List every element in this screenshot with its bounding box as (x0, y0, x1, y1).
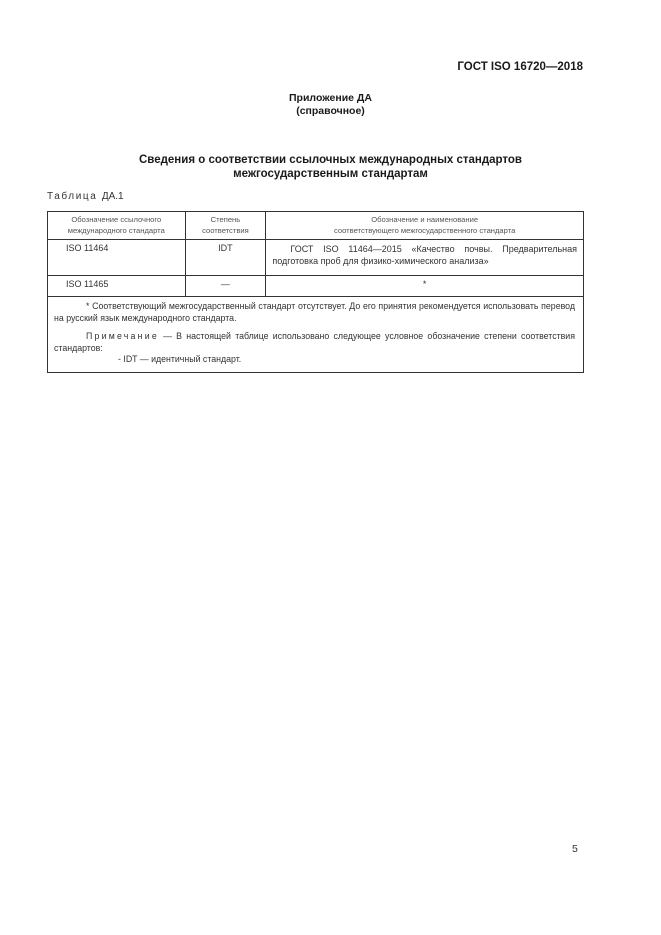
cell-degree: — (185, 276, 266, 297)
cell-reference: ISO 11465 (48, 276, 186, 297)
table-footnotes (48, 297, 584, 373)
correspondence-table (47, 211, 584, 373)
note-paragraph (54, 331, 575, 366)
annex-subtitle: (справочное) (296, 105, 365, 117)
document-code: ГОСТ ISO 16720—2018 (457, 61, 583, 73)
note-label: Примечание (86, 331, 159, 341)
column-header-line: Обозначение ссылочного (71, 215, 162, 224)
cell-degree: IDT (185, 240, 266, 276)
column-header-line: соответствия (202, 225, 249, 235)
note-text: — В настоящей таблице использовано следующее условное обозначение степени соответствия стандартов: (54, 331, 575, 353)
section-title-line2: межгосударственным стандартам (233, 168, 428, 180)
table-footer-row (48, 297, 584, 373)
column-header-line: соответствующего межгосударственного стандарта (334, 225, 516, 235)
table-caption-number: ДА.1 (101, 191, 124, 202)
table-row (48, 240, 584, 276)
table-caption-word: Таблица (47, 191, 98, 202)
section-title (0, 153, 661, 181)
section-title-line1: Сведения о соответствии ссылочных международных стандартов (138, 154, 522, 166)
column-header-line: Обозначение и наименование (371, 215, 479, 224)
annex-title: Приложение ДА (289, 92, 372, 104)
cell-reference: ISO 11464 (48, 240, 186, 276)
note-item: - IDT — идентичный стандарт. (118, 354, 242, 364)
column-header-line: международного стандарта (67, 225, 165, 235)
table-caption (47, 191, 124, 202)
column-header-line: Степень (210, 215, 241, 224)
page-number: 5 (572, 843, 578, 855)
column-header-interstate-standard (266, 212, 584, 240)
cell-interstate-standard-text: ГОСТ ISO 11464—2015 «Качество почвы. Предварительная подготовка проб для физико-химического анализа» (272, 244, 577, 266)
cell-interstate-standard (266, 240, 584, 276)
column-header-reference (48, 212, 186, 240)
column-header-degree (185, 212, 266, 240)
annex-heading (0, 92, 661, 118)
table-header-row (48, 212, 584, 240)
cell-interstate-standard: * (266, 276, 584, 297)
table-row (48, 276, 584, 297)
footnote-text: * Соответствующий межгосударственный стандарт отсутствует. До его принятия рекомендуется использовать перевод на русский язык международного стандарта. (54, 301, 575, 323)
